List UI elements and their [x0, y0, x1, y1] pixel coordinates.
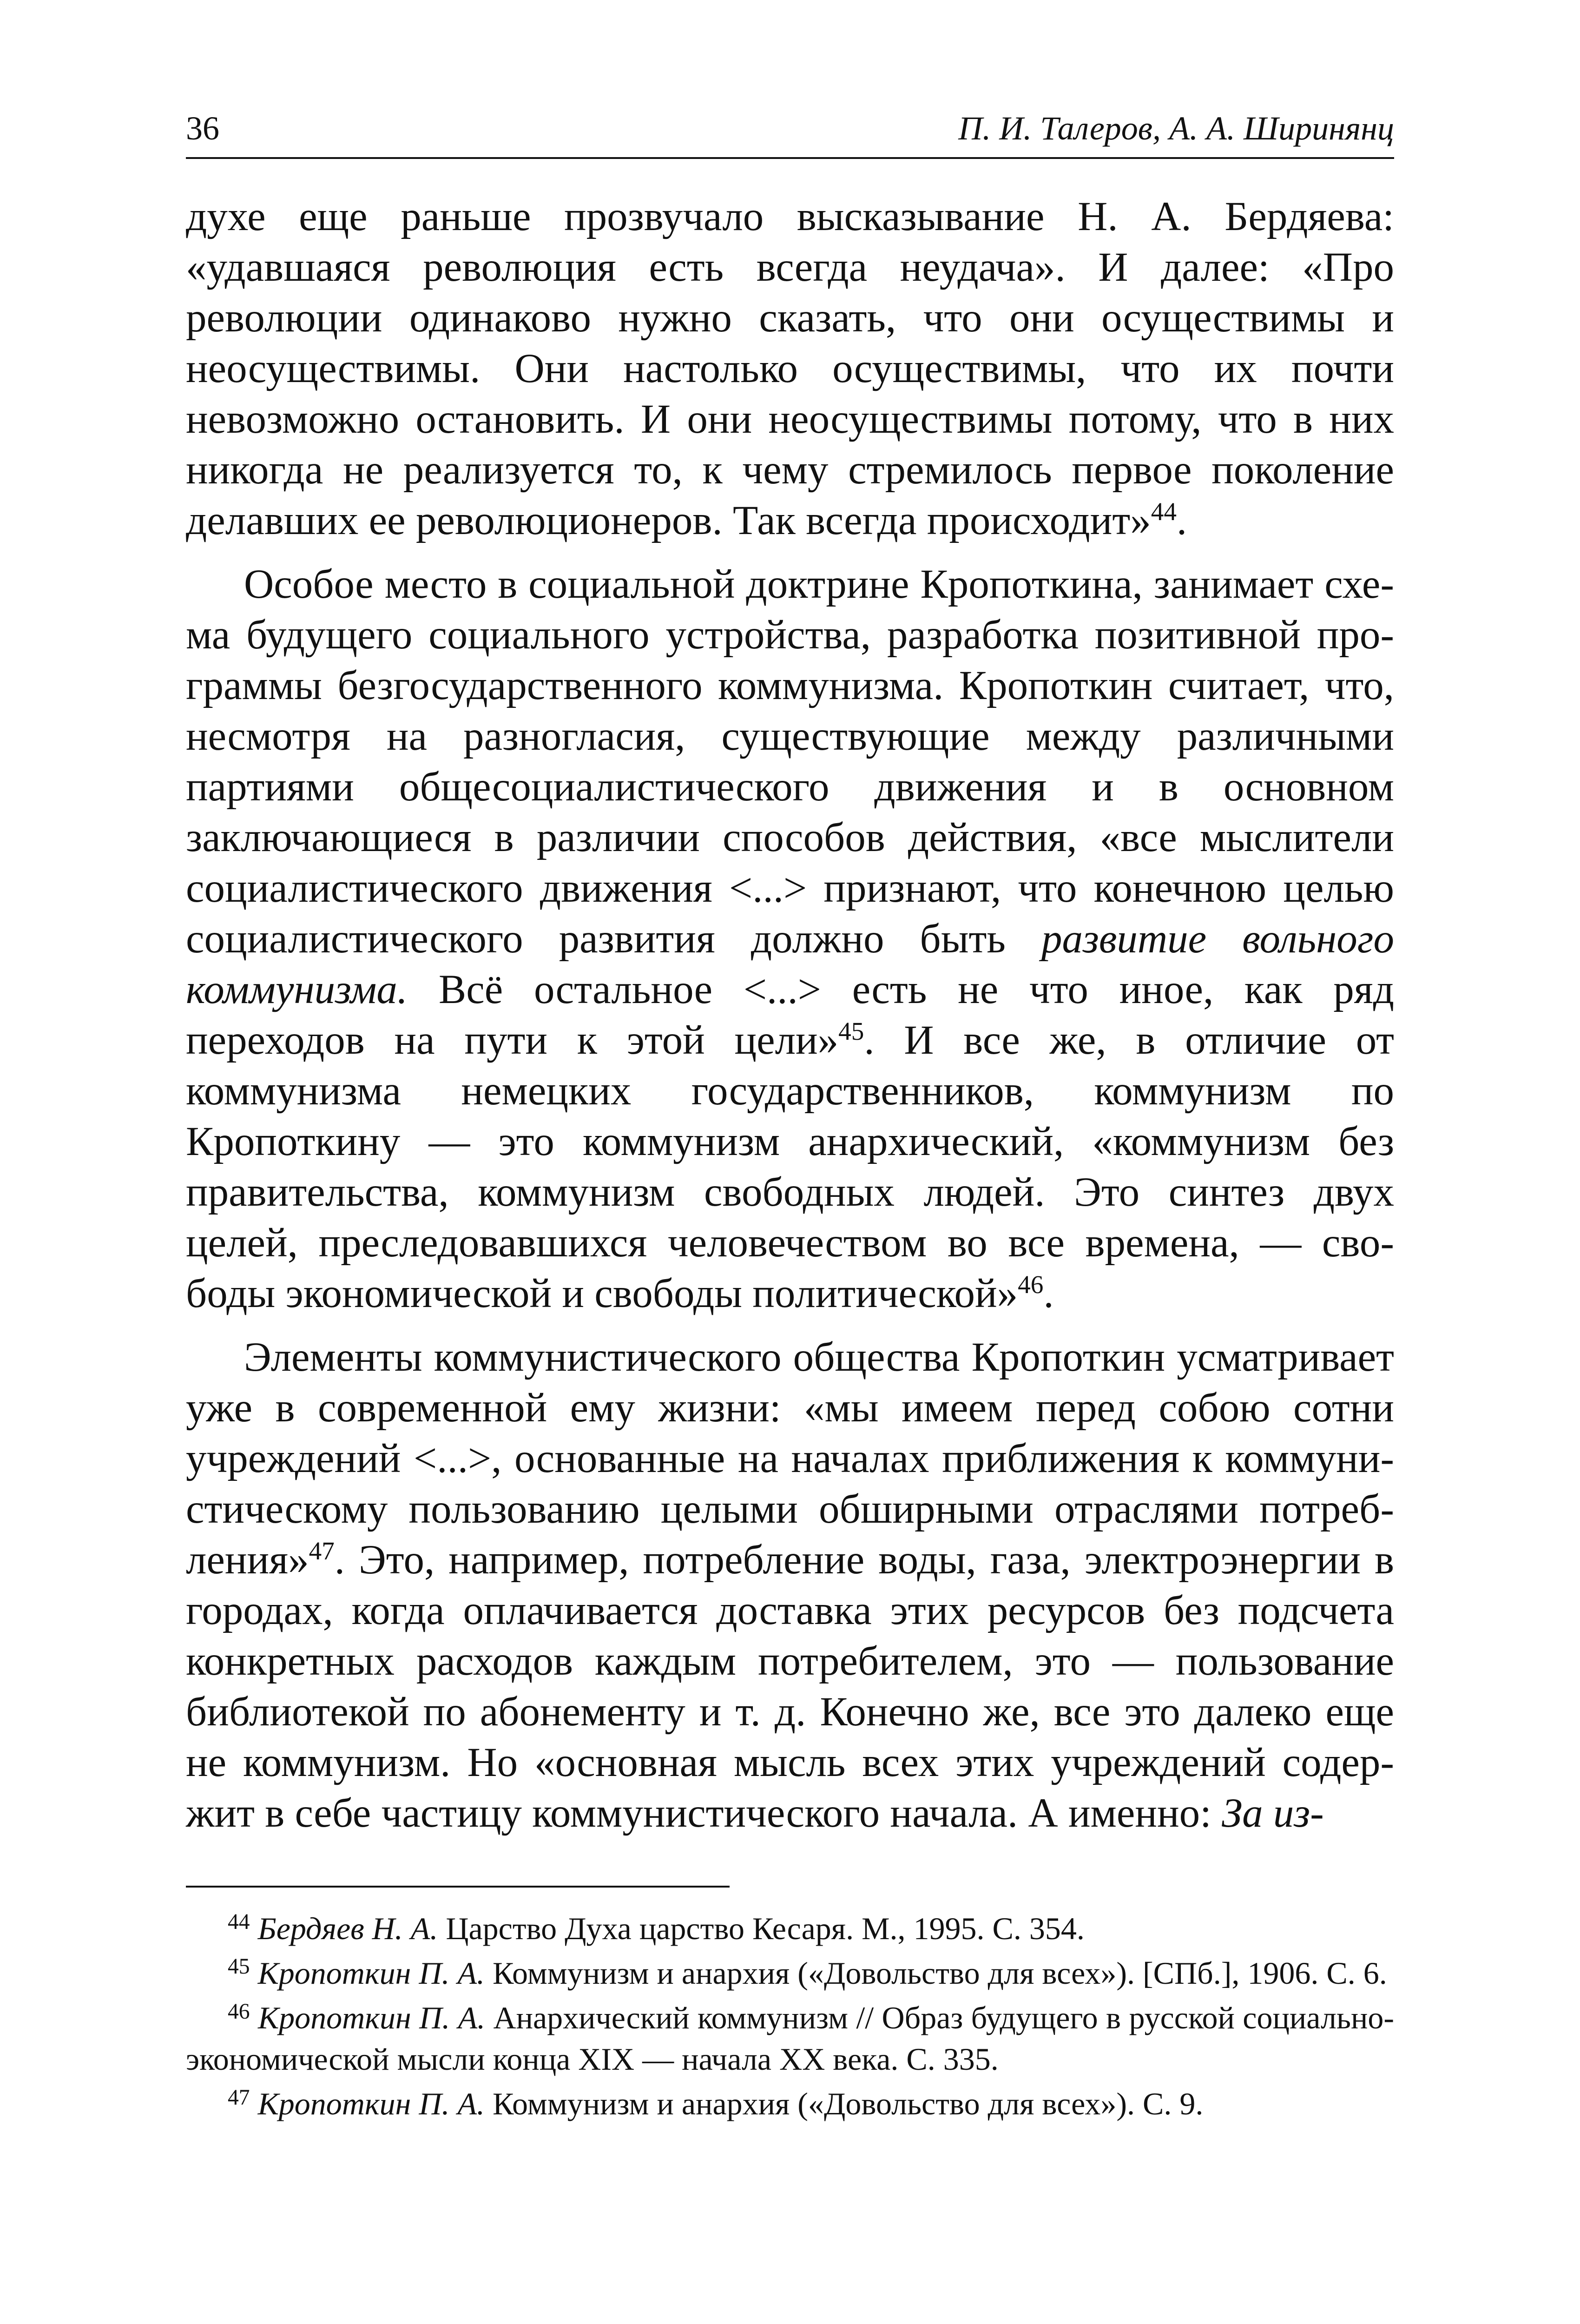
paragraph-3-text-2: . Это, например, потребление воды, газа, электроэнергии в городах, когда оплачивается доставка этих ресурсов без подсчета конкретных расходов каждым потребителем, это — пользование библиотекой по абонементу и т. д. Конечно же, все это далеко еще не коммунизм. Но «основная мысль всех этих учреждений содержит в себе частицу коммунистического начала. А именно:: [186, 1537, 1394, 1836]
main-text: [186, 191, 1394, 1839]
footnote-44: [186, 1908, 1394, 1949]
paragraph-3: [186, 1332, 1394, 1839]
footnote-46: [186, 1997, 1394, 2080]
paragraph-1-end: .: [1176, 498, 1187, 544]
footnote-author: Кропоткин П. А.: [257, 2086, 485, 2122]
footnote-number: 45: [228, 1954, 250, 1979]
footnote-number: 46: [228, 1999, 250, 2024]
footnote-text: Анархический коммунизм // Образ будущего в русской социально-экономической мысли конца XIX — начала XX века. С. 335.: [186, 2000, 1395, 2077]
footnote-number: 47: [228, 2085, 250, 2110]
paragraph-3-emphasis: За из-: [1222, 1790, 1324, 1836]
paragraph-1-text: духе еще раньше прозвучало высказывание Н. А. Бердяева: «удавшаяся революция есть всегда неудача». И далее: «Про революции одинаково нужно сказать, что они осуществимы и неосуществимы. Они настолько осуществимы, что их почти невозможно остановить. И они неосуществимы потому, что в них никогда не реализуется то, к чему стремилось первое поколение делавших ее революционеров. Так всегда происходит»: [186, 194, 1394, 544]
footnotes: [186, 1908, 1394, 2125]
book-page: [186, 112, 1394, 2128]
footnote-number: 44: [228, 1910, 250, 1934]
paragraph-2-text-3: . И все же, в отличие от коммунизма немецких государственников, коммунизм по Кропоткину — это коммунизм анархический, «коммунизм без правительства, коммунизм свободных людей. Это синтез двух целей, преследовавшихся человечеством во все времена, — свободы экономической и свободы политической»: [186, 1017, 1395, 1317]
paragraph-2-text-1: Особое место в социальной доктрине Кропоткина, занимает схема будущего социального устройства, разработка позитивной программы безгосударственного коммунизма. Кропоткин считает, что, несмотря на разногласия, существующие между различными партиями общесоциалистического движения и в основном заключающиеся в различии способов действия, «все мыслители социалистического движения <...> признают, что конечною целью социалистического развития должно быть: [186, 561, 1394, 962]
footnote-text: Коммунизм и анархия («Довольство для всех»). С. 9.: [485, 2086, 1204, 2122]
footnote-text: Коммунизм и анархия («Довольство для всех»). [СПб.], 1906. С. 6.: [485, 1955, 1387, 1991]
paragraph-2-end: .: [1043, 1271, 1054, 1317]
footnote-ref-46: 46: [1018, 1270, 1044, 1299]
footnote-text: Царство Духа царство Кесаря. М., 1995. С. 354.: [438, 1910, 1085, 1946]
paragraph-2-text-2: Всё остальное <...> есть не что иное, как ряд переходов на пути к этой цели»: [186, 967, 1394, 1063]
footnote-author: Кропоткин П. А.: [257, 1955, 485, 1991]
footnote-ref-45: 45: [838, 1017, 864, 1045]
paragraph-2: [186, 559, 1394, 1319]
paragraph-3-text-1: Элементы коммунистического общества Кропоткин усматривает уже в современной ему жизни: «мы имеем перед собою сотни учреждений <...>, основанные на началах приближения к коммунистическому пользованию целыми обширными отраслями потребления»: [186, 1334, 1394, 1583]
footnote-ref-47: 47: [309, 1537, 335, 1565]
footnote-ref-44: 44: [1151, 497, 1177, 526]
paragraph-2-emphasis: развитие вольного коммунизма.: [186, 916, 1394, 1013]
footnote-author: Бердяев Н. А.: [257, 1910, 438, 1946]
page-number: 36: [186, 110, 219, 147]
footnote-45: [186, 1953, 1394, 1994]
footnote-author: Кропоткин П. А.: [257, 2000, 486, 2036]
running-header: [186, 112, 1394, 159]
footnote-47: [186, 2083, 1394, 2124]
footnote-divider: [186, 1886, 730, 1888]
paragraph-1: [186, 191, 1394, 546]
running-head-authors: П. И. Талеров, А. А. Ширинянц: [958, 110, 1394, 147]
